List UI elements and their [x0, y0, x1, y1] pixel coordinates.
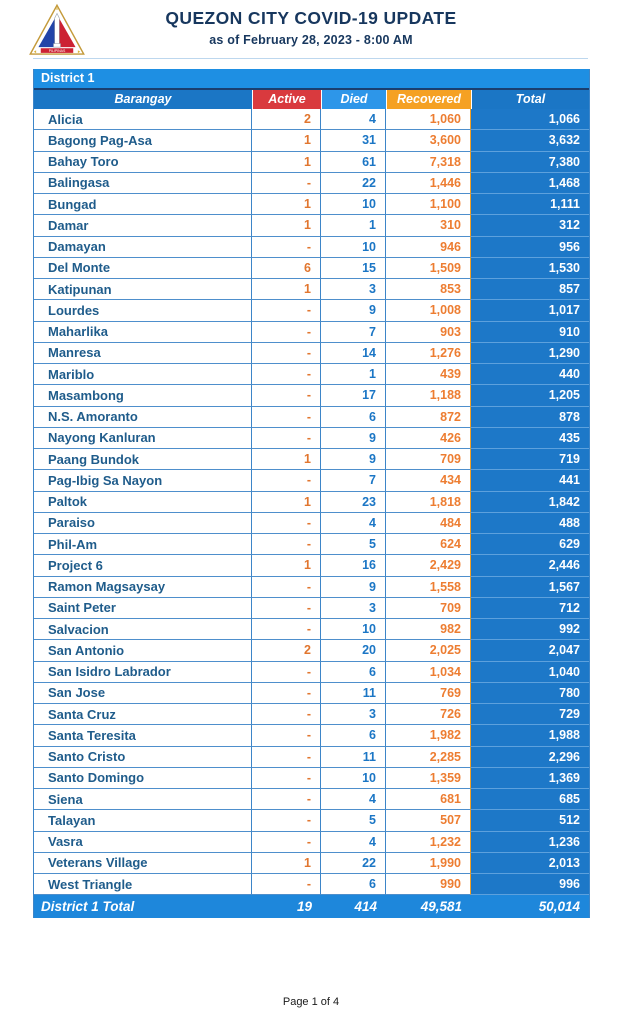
total-count: 1,530 — [471, 258, 589, 279]
barangay-name: Santa Cruz — [34, 704, 252, 725]
recovered-count: 3,600 — [386, 130, 471, 151]
total-count: 1,017 — [471, 300, 589, 321]
table-row — [34, 492, 589, 513]
column-header-barangay: Barangay — [34, 90, 252, 109]
recovered-count: 1,509 — [386, 258, 471, 279]
barangay-name: Siena — [34, 789, 252, 810]
district-total-label: District 1 Total — [41, 899, 135, 914]
barangay-name: Balingasa — [34, 173, 252, 194]
barangay-name: Nayong Kanluran — [34, 428, 252, 449]
table-row — [34, 768, 589, 789]
district-total-total: 50,014 — [538, 899, 580, 914]
column-header-recovered: Recovered — [386, 90, 471, 109]
total-count: 1,205 — [471, 385, 589, 406]
active-count: 2 — [252, 109, 321, 130]
barangay-name: Santa Teresita — [34, 725, 252, 746]
total-count: 1,369 — [471, 768, 589, 789]
district-total-active: 19 — [296, 899, 312, 914]
table-row — [34, 555, 589, 576]
recovered-count: 1,558 — [386, 577, 471, 598]
recovered-count: 2,285 — [386, 747, 471, 768]
district-total-died: 414 — [354, 899, 377, 914]
table-row — [34, 152, 589, 173]
active-count: - — [252, 534, 321, 555]
recovered-count: 982 — [386, 619, 471, 640]
barangay-name: Maharlika — [34, 322, 252, 343]
died-count: 31 — [321, 130, 386, 151]
died-count: 6 — [321, 407, 386, 428]
column-header-total: Total — [471, 90, 589, 109]
total-count: 435 — [471, 428, 589, 449]
died-count: 7 — [321, 322, 386, 343]
active-count: - — [252, 300, 321, 321]
died-count: 15 — [321, 258, 386, 279]
recovered-count: 310 — [386, 215, 471, 236]
recovered-count: 872 — [386, 407, 471, 428]
recovered-count: 1,446 — [386, 173, 471, 194]
active-count: - — [252, 747, 321, 768]
barangay-name: Katipunan — [34, 279, 252, 300]
active-count: - — [252, 619, 321, 640]
died-count: 5 — [321, 810, 386, 831]
barangay-name: San Isidro Labrador — [34, 662, 252, 683]
died-count: 22 — [321, 173, 386, 194]
total-count: 2,446 — [471, 555, 589, 576]
total-count: 1,236 — [471, 832, 589, 853]
active-count: - — [252, 173, 321, 194]
total-count: 956 — [471, 237, 589, 258]
recovered-count: 426 — [386, 428, 471, 449]
recovered-count: 1,990 — [386, 853, 471, 874]
died-count: 3 — [321, 598, 386, 619]
table-row — [34, 300, 589, 321]
active-count: - — [252, 832, 321, 853]
total-count: 729 — [471, 704, 589, 725]
active-count: - — [252, 428, 321, 449]
table-row — [34, 810, 589, 831]
recovered-count: 769 — [386, 683, 471, 704]
barangay-name: Alicia — [34, 109, 252, 130]
recovered-count: 1,982 — [386, 725, 471, 746]
recovered-count: 1,188 — [386, 385, 471, 406]
total-count: 2,047 — [471, 640, 589, 661]
died-count: 9 — [321, 300, 386, 321]
table-row — [34, 640, 589, 661]
barangay-name: Saint Peter — [34, 598, 252, 619]
died-count: 10 — [321, 619, 386, 640]
covid-table — [33, 69, 590, 918]
barangay-name: San Antonio — [34, 640, 252, 661]
died-count: 4 — [321, 832, 386, 853]
divider — [33, 58, 588, 59]
died-count: 10 — [321, 768, 386, 789]
table-row — [34, 789, 589, 810]
died-count: 6 — [321, 662, 386, 683]
recovered-count: 946 — [386, 237, 471, 258]
died-count: 4 — [321, 513, 386, 534]
recovered-count: 709 — [386, 598, 471, 619]
active-count: - — [252, 683, 321, 704]
died-count: 10 — [321, 237, 386, 258]
total-count: 1,567 — [471, 577, 589, 598]
recovered-count: 681 — [386, 789, 471, 810]
recovered-count: 484 — [386, 513, 471, 534]
total-count: 1,468 — [471, 173, 589, 194]
died-count: 14 — [321, 343, 386, 364]
barangay-name: Bahay Toro — [34, 152, 252, 173]
total-count: 780 — [471, 683, 589, 704]
recovered-count: 990 — [386, 874, 471, 895]
table-row — [34, 470, 589, 491]
recovered-count: 1,232 — [386, 832, 471, 853]
recovered-count: 1,818 — [386, 492, 471, 513]
table-body — [34, 109, 589, 895]
total-count: 3,632 — [471, 130, 589, 151]
active-count: - — [252, 810, 321, 831]
barangay-name: Ramon Magsaysay — [34, 577, 252, 598]
died-count: 3 — [321, 704, 386, 725]
table-row — [34, 874, 589, 895]
died-count: 9 — [321, 449, 386, 470]
died-count: 1 — [321, 364, 386, 385]
recovered-count: 853 — [386, 279, 471, 300]
active-count: - — [252, 789, 321, 810]
table-row — [34, 428, 589, 449]
table-row — [34, 747, 589, 768]
barangay-name: Veterans Village — [34, 853, 252, 874]
active-count: - — [252, 385, 321, 406]
table-row — [34, 322, 589, 343]
barangay-name: Mariblo — [34, 364, 252, 385]
recovered-count: 709 — [386, 449, 471, 470]
seal-banner-text: PILIPINAS — [48, 49, 66, 54]
barangay-name: Santo Domingo — [34, 768, 252, 789]
barangay-name: Salvacion — [34, 619, 252, 640]
recovered-count: 439 — [386, 364, 471, 385]
recovered-count: 903 — [386, 322, 471, 343]
died-count: 7 — [321, 470, 386, 491]
barangay-name: San Jose — [34, 683, 252, 704]
active-count: - — [252, 343, 321, 364]
recovered-count: 726 — [386, 704, 471, 725]
active-count: - — [252, 513, 321, 534]
died-count: 6 — [321, 874, 386, 895]
total-count: 2,296 — [471, 747, 589, 768]
table-row — [34, 385, 589, 406]
table-row — [34, 449, 589, 470]
recovered-count: 1,276 — [386, 343, 471, 364]
table-row — [34, 662, 589, 683]
table-row — [34, 513, 589, 534]
barangay-name: Project 6 — [34, 555, 252, 576]
total-count: 1,842 — [471, 492, 589, 513]
district-total-recovered: 49,581 — [420, 899, 462, 914]
total-count: 1,111 — [471, 194, 589, 215]
recovered-count: 507 — [386, 810, 471, 831]
active-count: 1 — [252, 555, 321, 576]
barangay-name: Bungad — [34, 194, 252, 215]
died-count: 20 — [321, 640, 386, 661]
active-count: 1 — [252, 130, 321, 151]
total-count: 996 — [471, 874, 589, 895]
table-row — [34, 832, 589, 853]
recovered-count: 1,008 — [386, 300, 471, 321]
table-row — [34, 364, 589, 385]
barangay-name: Paltok — [34, 492, 252, 513]
table-row — [34, 237, 589, 258]
active-count: - — [252, 768, 321, 789]
page-number: Page 1 of 4 — [282, 996, 340, 1008]
died-count: 9 — [321, 577, 386, 598]
died-count: 5 — [321, 534, 386, 555]
column-header-died: Died — [321, 90, 386, 109]
total-count: 512 — [471, 810, 589, 831]
active-count: - — [252, 322, 321, 343]
active-count: 2 — [252, 640, 321, 661]
barangay-name: Del Monte — [34, 258, 252, 279]
table-row — [34, 130, 589, 151]
active-count: - — [252, 407, 321, 428]
active-count: - — [252, 662, 321, 683]
active-count: 1 — [252, 152, 321, 173]
recovered-count: 2,025 — [386, 640, 471, 661]
active-count: - — [252, 704, 321, 725]
table-row — [34, 215, 589, 236]
barangay-name: Pag-Ibig Sa Nayon — [34, 470, 252, 491]
recovered-count: 1,060 — [386, 109, 471, 130]
table-row — [34, 258, 589, 279]
recovered-count: 434 — [386, 470, 471, 491]
died-count: 4 — [321, 789, 386, 810]
total-count: 441 — [471, 470, 589, 491]
table-row — [34, 704, 589, 725]
active-count: 1 — [252, 279, 321, 300]
total-count: 488 — [471, 513, 589, 534]
died-count: 4 — [321, 109, 386, 130]
page-subtitle: as of February 28, 2023 - 8:00 AM — [209, 32, 413, 47]
total-count: 992 — [471, 619, 589, 640]
died-count: 3 — [321, 279, 386, 300]
died-count: 11 — [321, 747, 386, 768]
barangay-name: Phil-Am — [34, 534, 252, 555]
table-row — [34, 598, 589, 619]
active-count: 1 — [252, 853, 321, 874]
report-header — [0, 0, 622, 58]
table-row — [34, 683, 589, 704]
table-row — [34, 279, 589, 300]
table-row — [34, 725, 589, 746]
recovered-count: 7,318 — [386, 152, 471, 173]
active-count: 1 — [252, 194, 321, 215]
barangay-name: West Triangle — [34, 874, 252, 895]
died-count: 6 — [321, 725, 386, 746]
barangay-name: Santo Cristo — [34, 747, 252, 768]
died-count: 22 — [321, 853, 386, 874]
table-row — [34, 853, 589, 874]
total-count: 1,290 — [471, 343, 589, 364]
died-count: 1 — [321, 215, 386, 236]
total-count: 312 — [471, 215, 589, 236]
active-count: - — [252, 577, 321, 598]
barangay-name: Manresa — [34, 343, 252, 364]
table-row — [34, 534, 589, 555]
active-count: - — [252, 364, 321, 385]
barangay-name: Damar — [34, 215, 252, 236]
total-count: 719 — [471, 449, 589, 470]
total-count: 878 — [471, 407, 589, 428]
total-count: 440 — [471, 364, 589, 385]
died-count: 11 — [321, 683, 386, 704]
total-count: 685 — [471, 789, 589, 810]
total-count: 2,013 — [471, 853, 589, 874]
recovered-count: 1,100 — [386, 194, 471, 215]
died-count: 16 — [321, 555, 386, 576]
active-count: - — [252, 598, 321, 619]
table-row — [34, 577, 589, 598]
table-row — [34, 619, 589, 640]
titles — [0, 8, 622, 47]
total-count: 1,040 — [471, 662, 589, 683]
recovered-count: 1,359 — [386, 768, 471, 789]
active-count: 1 — [252, 449, 321, 470]
barangay-name: Vasra — [34, 832, 252, 853]
total-count: 712 — [471, 598, 589, 619]
table-row — [34, 109, 589, 130]
recovered-count: 1,034 — [386, 662, 471, 683]
total-count: 7,380 — [471, 152, 589, 173]
column-header-active: Active — [252, 90, 321, 109]
column-header-row — [34, 90, 589, 109]
district-header: District 1 — [34, 69, 589, 90]
total-count: 1,066 — [471, 109, 589, 130]
died-count: 23 — [321, 492, 386, 513]
died-count: 10 — [321, 194, 386, 215]
total-count: 910 — [471, 322, 589, 343]
total-count: 1,988 — [471, 725, 589, 746]
barangay-name: Paraiso — [34, 513, 252, 534]
barangay-name: Bagong Pag-Asa — [34, 130, 252, 151]
died-count: 17 — [321, 385, 386, 406]
active-count: 1 — [252, 492, 321, 513]
table-row — [34, 343, 589, 364]
active-count: - — [252, 237, 321, 258]
barangay-name: Talayan — [34, 810, 252, 831]
active-count: 1 — [252, 215, 321, 236]
recovered-count: 2,429 — [386, 555, 471, 576]
district-total-row — [34, 895, 589, 918]
barangay-name: Damayan — [34, 237, 252, 258]
table-row — [34, 173, 589, 194]
barangay-name: Masambong — [34, 385, 252, 406]
barangay-name: N.S. Amoranto — [34, 407, 252, 428]
total-count: 857 — [471, 279, 589, 300]
active-count: 6 — [252, 258, 321, 279]
table-row — [34, 407, 589, 428]
page-title: QUEZON CITY COVID-19 UPDATE — [165, 8, 457, 28]
barangay-name: Paang Bundok — [34, 449, 252, 470]
recovered-count: 624 — [386, 534, 471, 555]
active-count: - — [252, 725, 321, 746]
died-count: 9 — [321, 428, 386, 449]
active-count: - — [252, 470, 321, 491]
total-count: 629 — [471, 534, 589, 555]
died-count: 61 — [321, 152, 386, 173]
barangay-name: Lourdes — [34, 300, 252, 321]
table-row — [34, 194, 589, 215]
active-count: - — [252, 874, 321, 895]
